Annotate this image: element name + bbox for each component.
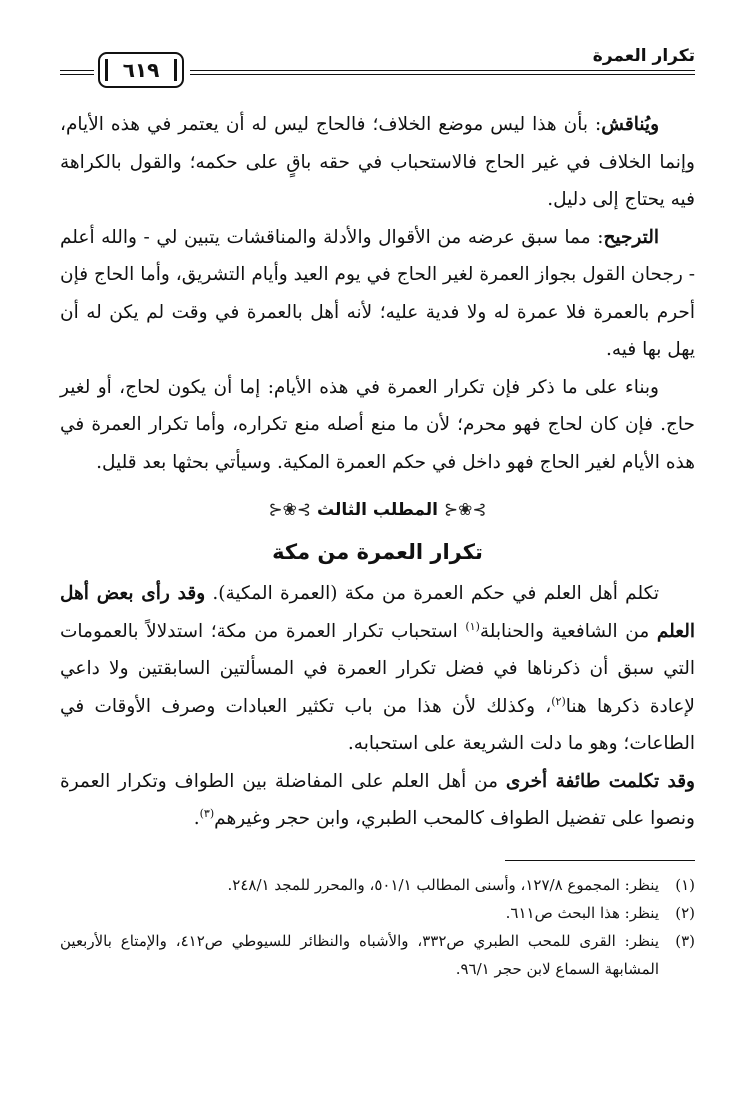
- footnote-mark: (٢): [675, 903, 695, 922]
- footnote-mark: (١): [675, 875, 695, 894]
- header-rule-left: [60, 70, 94, 75]
- section-heading: [60, 493, 695, 527]
- page-header: [60, 40, 695, 96]
- page-number: [98, 52, 184, 88]
- book-page: [60, 40, 695, 983]
- footnote-text: ينظر: القرى للمحب الطبري ص٣٣٢، والأشباه والنظائر للسيوطي ص٤١٢، والإمتاع بالأربعين المشابهة السماع لابن حجر ٩٦/١.: [60, 931, 660, 978]
- footnote-item: [60, 871, 695, 899]
- paragraph-conclusion: [60, 369, 695, 482]
- footnote-ref[interactable]: (٣): [199, 806, 215, 820]
- page-number-text: ٦١٩: [122, 58, 160, 82]
- footnote-ref[interactable]: (١): [465, 619, 480, 633]
- footnote-item: [60, 927, 695, 983]
- footnote-text: ينظر: المجموع ١٢٧/٨، وأسنى المطالب ٥٠١/١، والمحرر للمجد ٢٤٨/١.: [227, 875, 659, 894]
- footnote-item: [60, 899, 695, 927]
- paragraph-text: من أهل العلم على المفاضلة بين الطواف وتكرار العمرة ونصوا على تفضيل الطواف كالمحب الطبري، وابن حجر وغيرهم: [60, 770, 695, 829]
- footnote-mark: (٣): [675, 931, 695, 950]
- paragraph-text: : مما سبق عرضه من الأقوال والأدلة والمناقشات يتبين لي - والله أعلم - رجحان القول بجواز العمرة لغير الحاج في يوم العيد وأيام التشريق، وأما الحاج فإن أحرم بالعمرة فلا عمرة له ولا فدية عليه؛ لأنه أهل بالعمرة في وقت لم يكن له أن يهل بها فيه.: [60, 226, 695, 360]
- section-heading-text: المطلب الثالث: [317, 500, 438, 520]
- term-preference: الترجيح: [603, 226, 659, 248]
- footnote-ref[interactable]: (٢): [551, 694, 566, 708]
- paragraph-text: استحباب تكرار العمرة من مكة؛ استدلالاً بالعمومات التي سبق أن ذكرناها في فضل تكرار العمرة في المسألتين السابقتين ولا داعي لإعادة ذكرها هنا: [60, 620, 695, 717]
- term-discussion: ويُناقش: [601, 114, 659, 135]
- footnote-separator: [505, 860, 695, 861]
- paragraph-text: ، وكذلك لأن هذا من باب تكثير العبادات وصرف الأوقات في الطاعات؛ وهو ما دلت الشريعة على استحبابه.: [60, 695, 695, 754]
- bold-phrase: وقد تكلمت طائفة أخرى: [505, 770, 695, 792]
- section-title: تكرار العمرة من مكة: [272, 540, 483, 564]
- paragraph-section-1: [60, 575, 695, 763]
- footnotes: [60, 871, 695, 983]
- paragraph-text: : بأن هذا ليس موضع الخلاف؛ فالحاج ليس له أن يعتمر في هذه الأيام، وإنما الخلاف في غير الحاج فالاستحباب في حقه باقٍ على حكمه؛ والقول بالكراهة فيه يحتاج إلى دليل.: [60, 114, 695, 210]
- paragraph-text: من الشافعية والحنابلة: [479, 620, 657, 642]
- paragraph-text: تكلم أهل العلم في حكم العمرة من مكة (العمرة المكية).: [205, 583, 659, 604]
- running-title: تكرار العمرة: [592, 46, 695, 66]
- footnote-text: ينظر: هذا البحث ص٦١١.: [505, 903, 659, 922]
- ornament-right-icon: ⊱❀⊰: [443, 500, 487, 520]
- ornament-left-icon: ⊱❀⊰: [268, 500, 312, 520]
- header-rule: [190, 70, 695, 75]
- body-text: [60, 106, 695, 838]
- paragraph-section-2: [60, 763, 695, 838]
- paragraph-discussion: [60, 106, 695, 219]
- bold-phrase: وقد رأى بعض أهل العلم: [60, 583, 695, 642]
- paragraph-preference: [60, 219, 695, 369]
- paragraph-text: وبناء على ما ذكر فإن تكرار العمرة في هذه الأيام: إما أن يكون لحاج، أو لغير حاج. فإن كان لحاج فهو محرم؛ لأن ما منع أصله منع تكراره، وأما تكرار العمرة في هذه الأيام لغير الحاج فهو داخل في حكم العمرة المكية. وسيأتي بحثها بعد قليل.: [60, 376, 695, 473]
- paragraph-text: .: [193, 808, 200, 829]
